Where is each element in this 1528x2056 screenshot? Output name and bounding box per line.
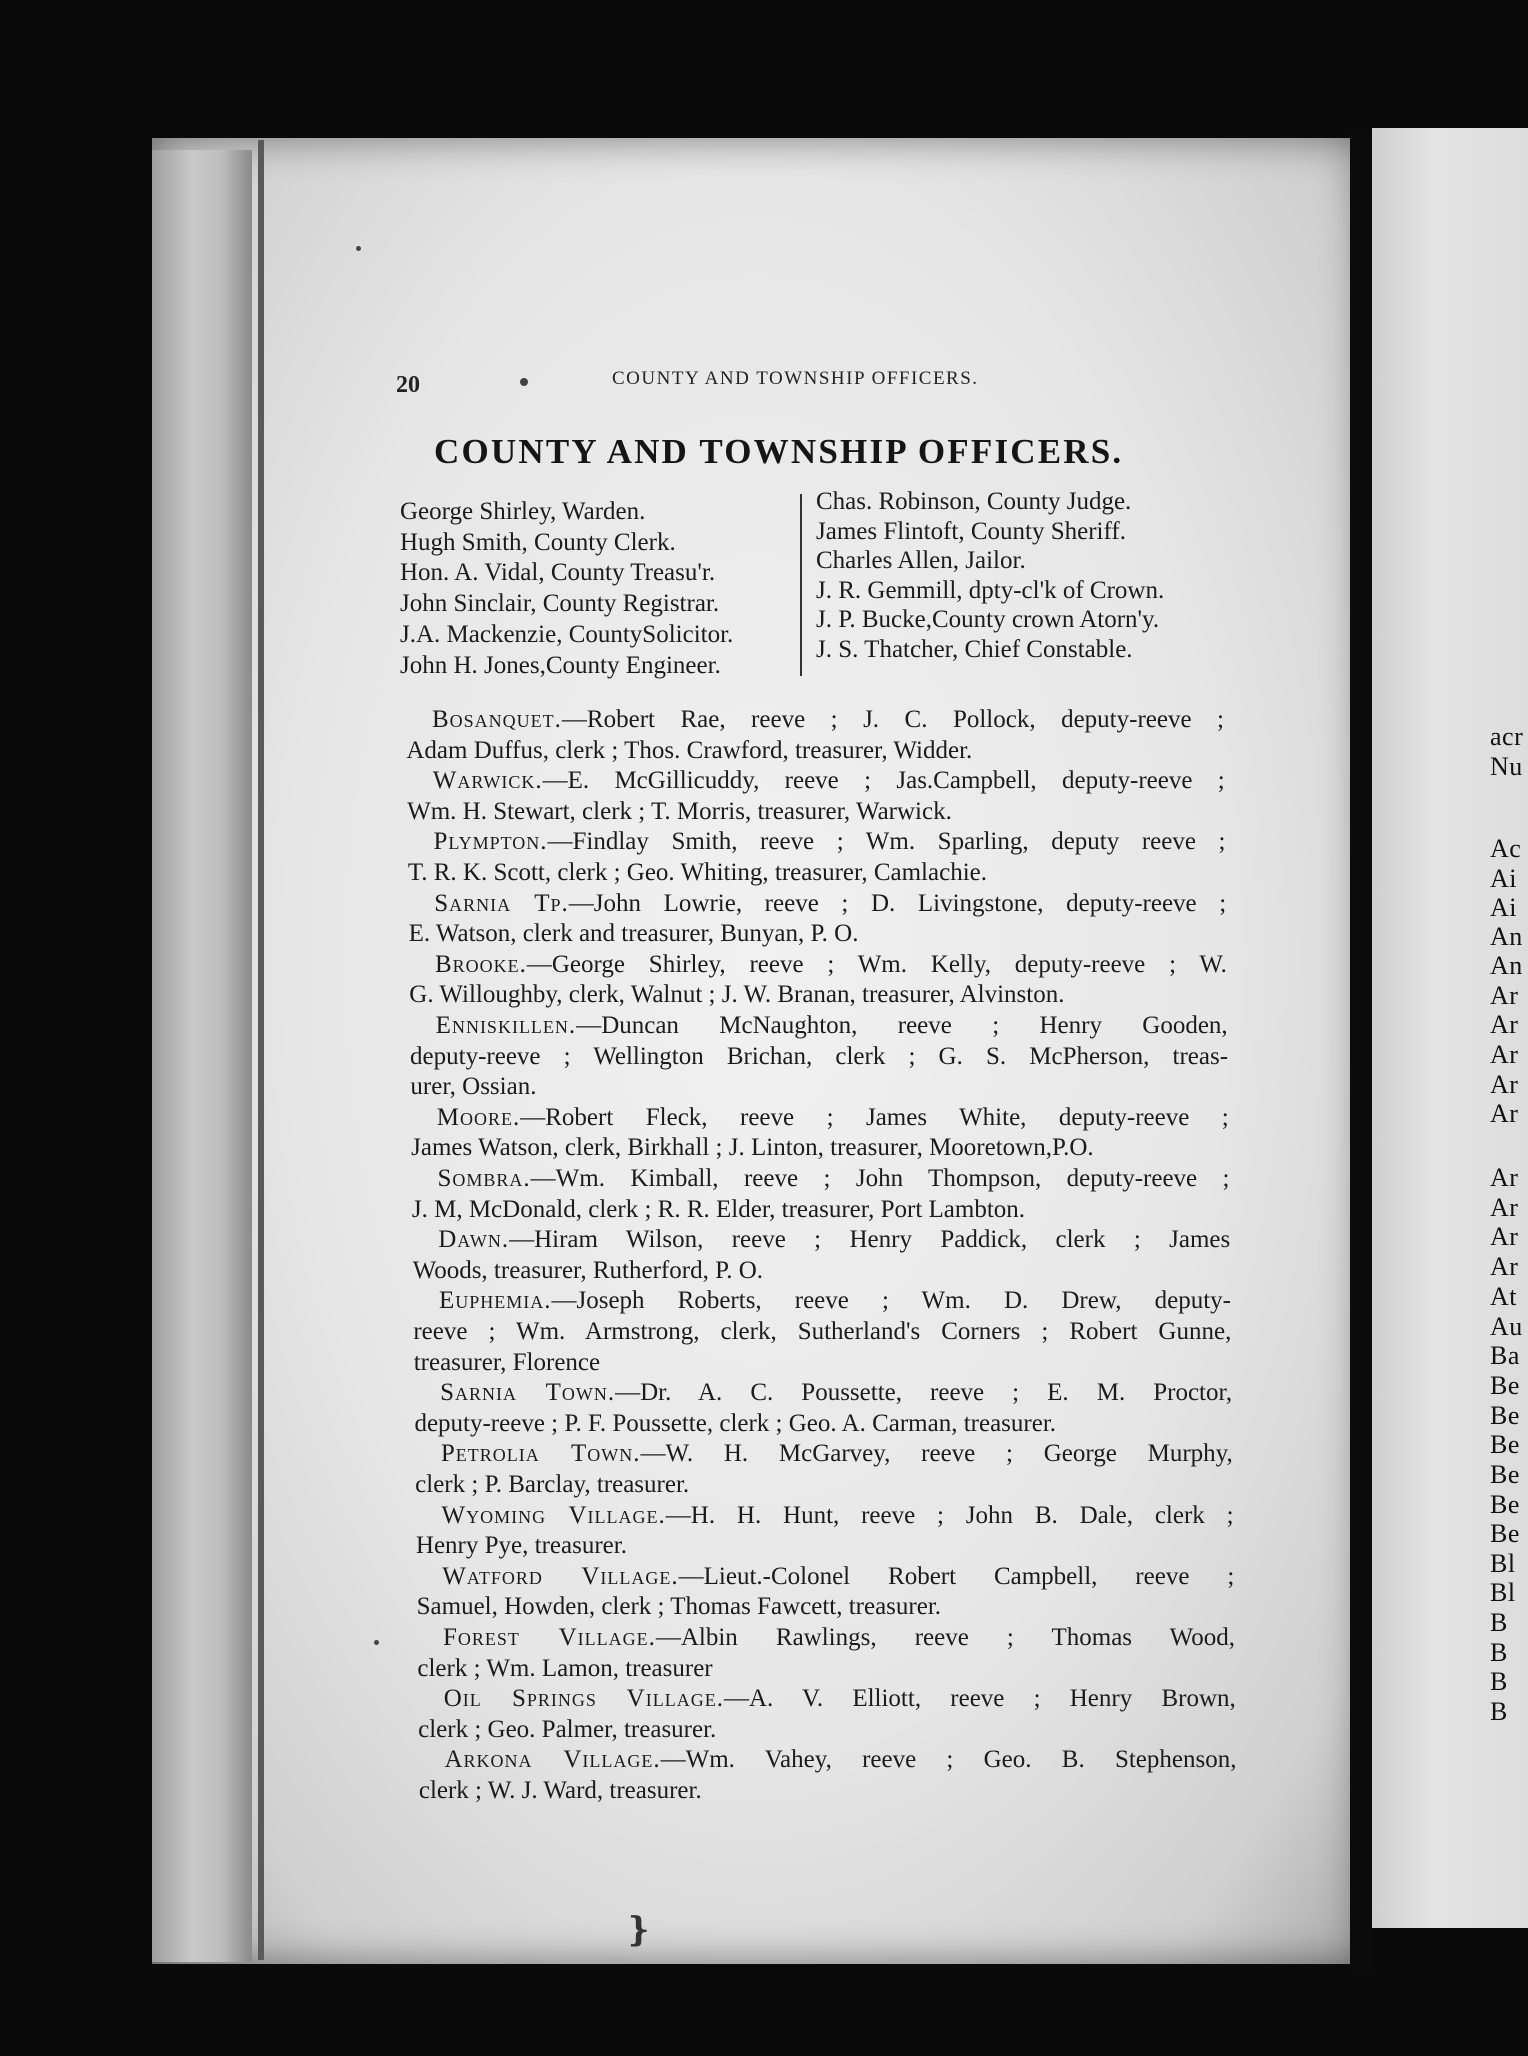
facing-page-text-fragment: Be	[1490, 1371, 1520, 1400]
township-entry-line: E. Watson, clerk and treasurer, Bunyan, P. O.	[408, 920, 859, 948]
county-officer-entry: J. P. Bucke,County crown Atorn'y.	[816, 606, 1160, 633]
county-officer-entry: J. R. Gemmill, dpty-cl'k of Crown.	[816, 576, 1165, 604]
facing-page-text-fragment: Ar	[1490, 1193, 1519, 1222]
township-entry-first-line	[441, 1440, 1233, 1468]
township-entry-first-line	[444, 1746, 1236, 1774]
township-entry-line: Woods, treasurer, Rutherford, P. O.	[412, 1256, 763, 1284]
township-entry-line: Wm. H. Stewart, clerk ; T. Morris, treasurer, Warwick.	[407, 797, 952, 825]
county-officer-entry: Hugh Smith, County Clerk.	[400, 528, 676, 556]
county-officer-entry: J.A. Mackenzie, CountySolicitor.	[400, 620, 734, 648]
facing-page-text-fragment: Ba	[1490, 1341, 1520, 1370]
facing-page-text-fragment: At	[1490, 1282, 1517, 1311]
township-name: Bosanquet.	[432, 706, 562, 733]
township-name: Brooke.	[434, 950, 527, 978]
facing-page-text-fragment: Au	[1490, 1312, 1523, 1341]
facing-page-text-fragment: B	[1490, 1697, 1508, 1726]
township-entry-first-line	[442, 1563, 1234, 1591]
township-entry-first-line	[438, 1226, 1230, 1254]
township-entry-first-line	[437, 1104, 1229, 1132]
facing-page-text-fragment: Ar	[1490, 981, 1519, 1010]
township-officers-text: —A. V. Elliott, reeve ; Henry Brown,	[723, 1685, 1236, 1713]
facing-page-text-fragment: acr	[1490, 722, 1524, 751]
facing-page-text-fragment: Bl	[1490, 1578, 1516, 1607]
page-number: 20	[396, 372, 420, 398]
township-name: Euphemia.	[438, 1287, 552, 1315]
township-entry-line: treasurer, Florence	[413, 1348, 601, 1376]
township-entry-line: clerk ; Wm. Lamon, treasurer	[417, 1654, 713, 1682]
township-name: Petrolia Town.	[440, 1440, 641, 1468]
township-name: Sombra.	[437, 1165, 531, 1192]
township-entry-line: reeve ; Wm. Armstrong, clerk, Sutherland's Corners ; Robert Gunne,	[413, 1318, 1232, 1345]
facing-page-text-fragment: Ar	[1490, 1010, 1519, 1039]
township-officers-text: —Robert Rae, reeve ; J. C. Pollock, deputy-reeve ;	[561, 706, 1224, 733]
township-entry-first-line	[433, 767, 1225, 795]
township-name: Dawn.	[438, 1226, 510, 1254]
township-name: Arkona Village.	[444, 1746, 661, 1774]
facing-page-text-fragment: An	[1490, 922, 1523, 951]
township-entry-line: J. M, McDonald, clerk ; R. R. Elder, treasurer, Port Lambton.	[411, 1195, 1026, 1223]
paper-speck	[520, 378, 528, 386]
gutter-rule	[258, 140, 264, 1960]
township-entry-line: deputy-reeve ; Wellington Brichan, clerk ; G. S. McPherson, treas-	[410, 1042, 1229, 1070]
township-officers-text: —Wm. Vahey, reeve ; Geo. B. Stephenson,	[660, 1746, 1237, 1774]
township-entry-first-line	[434, 890, 1226, 918]
township-officers-text: —W. H. McGarvey, reeve ; George Murphy,	[640, 1440, 1233, 1468]
township-officers-text: —Findlay Smith, reeve ; Wm. Sparling, deputy reeve ;	[547, 828, 1226, 856]
facing-page-text-fragment: Bl	[1490, 1549, 1516, 1578]
township-officers-text: —Robert Fleck, reeve ; James White, deputy-reeve ;	[520, 1103, 1229, 1131]
township-entry-line: clerk ; P. Barclay, treasurer.	[415, 1471, 690, 1498]
county-officer-entry: Hon. A. Vidal, County Treasu'r.	[400, 559, 716, 587]
county-officer-entry: James Flintoft, County Sheriff.	[816, 517, 1126, 545]
township-entry-line: clerk ; W. J. Ward, treasurer.	[418, 1777, 702, 1804]
page-stain-mark: ❵	[624, 1912, 653, 1949]
facing-page-text-fragment: Ar	[1490, 1040, 1519, 1069]
township-entry-line: James Watson, clerk, Birkhall ; J. Linton, treasurer, Mooretown,P.O.	[411, 1134, 1094, 1162]
facing-page-text-fragment: B	[1490, 1638, 1508, 1667]
township-name: Enniskillen.	[435, 1012, 577, 1039]
township-officers-text: —H. H. Hunt, reeve ; John B. Dale, clerk ;	[665, 1501, 1234, 1529]
township-entry-first-line	[439, 1287, 1231, 1315]
facing-page-text-fragment: Be	[1490, 1430, 1520, 1459]
township-entry-line: T. R. K. Scott, clerk ; Geo. Whiting, treasurer, Camlachie.	[407, 859, 987, 886]
facing-page-text-fragment: An	[1490, 951, 1523, 980]
facing-page-text-fragment: Ar	[1490, 1252, 1519, 1281]
township-entry-line: Samuel, Howden, clerk ; Thomas Fawcett, treasurer.	[416, 1593, 942, 1621]
county-officer-entry: George Shirley, Warden.	[400, 498, 646, 525]
township-officers-text: —Lieut.-Colonel Robert Campbell, reeve ;	[678, 1562, 1235, 1590]
county-officer-entry: Chas. Robinson, County Judge.	[816, 488, 1132, 515]
township-entry-first-line	[440, 1379, 1232, 1407]
facing-page-text-fragment: Nu	[1490, 752, 1523, 781]
facing-page-text-fragment: B	[1490, 1667, 1508, 1696]
facing-page-text-fragment: Ai	[1490, 893, 1517, 922]
township-name: Moore.	[436, 1103, 521, 1131]
township-officers-text: —Joseph Roberts, reeve ; Wm. D. Drew, deputy-	[551, 1287, 1231, 1315]
facing-page-text-fragment: B	[1490, 1608, 1508, 1637]
facing-page-text-fragment: Be	[1490, 1460, 1520, 1489]
county-officer-entry: J. S. Thatcher, Chief Constable.	[816, 635, 1133, 663]
facing-page-text-fragment: Ar	[1490, 1163, 1519, 1192]
facing-page-text-fragment: Be	[1490, 1519, 1520, 1548]
township-officers-text: —Albin Rawlings, reeve ; Thomas Wood,	[655, 1624, 1236, 1651]
column-divider	[800, 494, 802, 676]
county-officer-entry: John H. Jones,County Engineer.	[400, 651, 721, 679]
paper-speck	[356, 246, 361, 251]
township-officers-text: —Dr. A. C. Poussette, reeve ; E. M. Proctor,	[615, 1379, 1233, 1407]
township-entry-line: clerk ; Geo. Palmer, treasurer.	[418, 1715, 717, 1743]
facing-page-text-fragment: Ar	[1490, 1070, 1519, 1099]
township-officers-text: —Duncan McNaughton, reeve ; Henry Gooden,	[576, 1012, 1228, 1039]
facing-page-text-fragment: Be	[1490, 1401, 1520, 1430]
facing-page-text-fragment: Ai	[1490, 864, 1517, 893]
township-entry-first-line	[444, 1685, 1236, 1713]
township-entry-line: urer, Ossian.	[410, 1073, 537, 1101]
township-entry-line: Henry Pye, treasurer.	[415, 1532, 627, 1560]
township-entry-line: G. Willoughby, clerk, Walnut ; J. W. Branan, treasurer, Alvinston.	[409, 981, 1065, 1009]
page-edge-shadow	[1350, 130, 1374, 1970]
township-name: Wyoming Village.	[441, 1501, 666, 1529]
township-officers-text: —E. McGillicuddy, reeve ; Jas.Campbell, deputy-reeve ;	[542, 767, 1225, 795]
township-entry-first-line	[442, 1502, 1234, 1530]
township-entry-first-line	[443, 1624, 1235, 1652]
county-officer-entry: John Sinclair, County Registrar.	[400, 590, 720, 618]
township-name: Plympton.	[433, 828, 548, 856]
township-officers-text: —Hiram Wilson, reeve ; Henry Paddick, clerk ; James	[509, 1226, 1231, 1254]
township-entry-line: Adam Duffus, clerk ; Thos. Crawford, treasurer, Widder.	[406, 736, 973, 764]
section-title: COUNTY AND TOWNSHIP OFFICERS.	[434, 432, 1124, 471]
township-name: Warwick.	[432, 767, 543, 795]
paper-speck	[374, 1640, 379, 1645]
facing-page-text-fragment: Ac	[1490, 834, 1522, 863]
township-officers-text: —John Lowrie, reeve ; D. Livingstone, deputy-reeve ;	[568, 889, 1227, 917]
township-officers-text: —George Shirley, reeve ; Wm. Kelly, deputy-reeve ; W.	[526, 950, 1227, 978]
township-name: Forest Village.	[443, 1624, 656, 1651]
township-name: Watford Village.	[442, 1562, 679, 1590]
township-entry-line: deputy-reeve ; P. F. Poussette, clerk ; Geo. A. Carman, treasurer.	[414, 1409, 1057, 1437]
township-entry-first-line	[435, 951, 1227, 979]
facing-page-text-fragment: Ar	[1490, 1222, 1519, 1251]
township-officers-text: —Wm. Kimball, reeve ; John Thompson, deputy-reeve ;	[530, 1165, 1230, 1192]
township-name: Sarnia Town.	[440, 1379, 616, 1407]
township-entry-first-line	[438, 1165, 1230, 1193]
township-entry-first-line	[433, 828, 1225, 856]
township-name: Sarnia Tp.	[434, 889, 569, 917]
running-head: COUNTY AND TOWNSHIP OFFICERS.	[612, 368, 979, 389]
binding-gutter	[152, 150, 252, 1962]
facing-page-text-fragment: Be	[1490, 1490, 1520, 1519]
township-entry-first-line	[436, 1012, 1228, 1040]
township-entry-first-line	[432, 706, 1224, 734]
township-name: Oil Springs Village.	[443, 1685, 724, 1713]
facing-page-text-fragment: Ar	[1490, 1099, 1519, 1128]
county-officer-entry: Charles Allen, Jailor.	[816, 547, 1026, 574]
